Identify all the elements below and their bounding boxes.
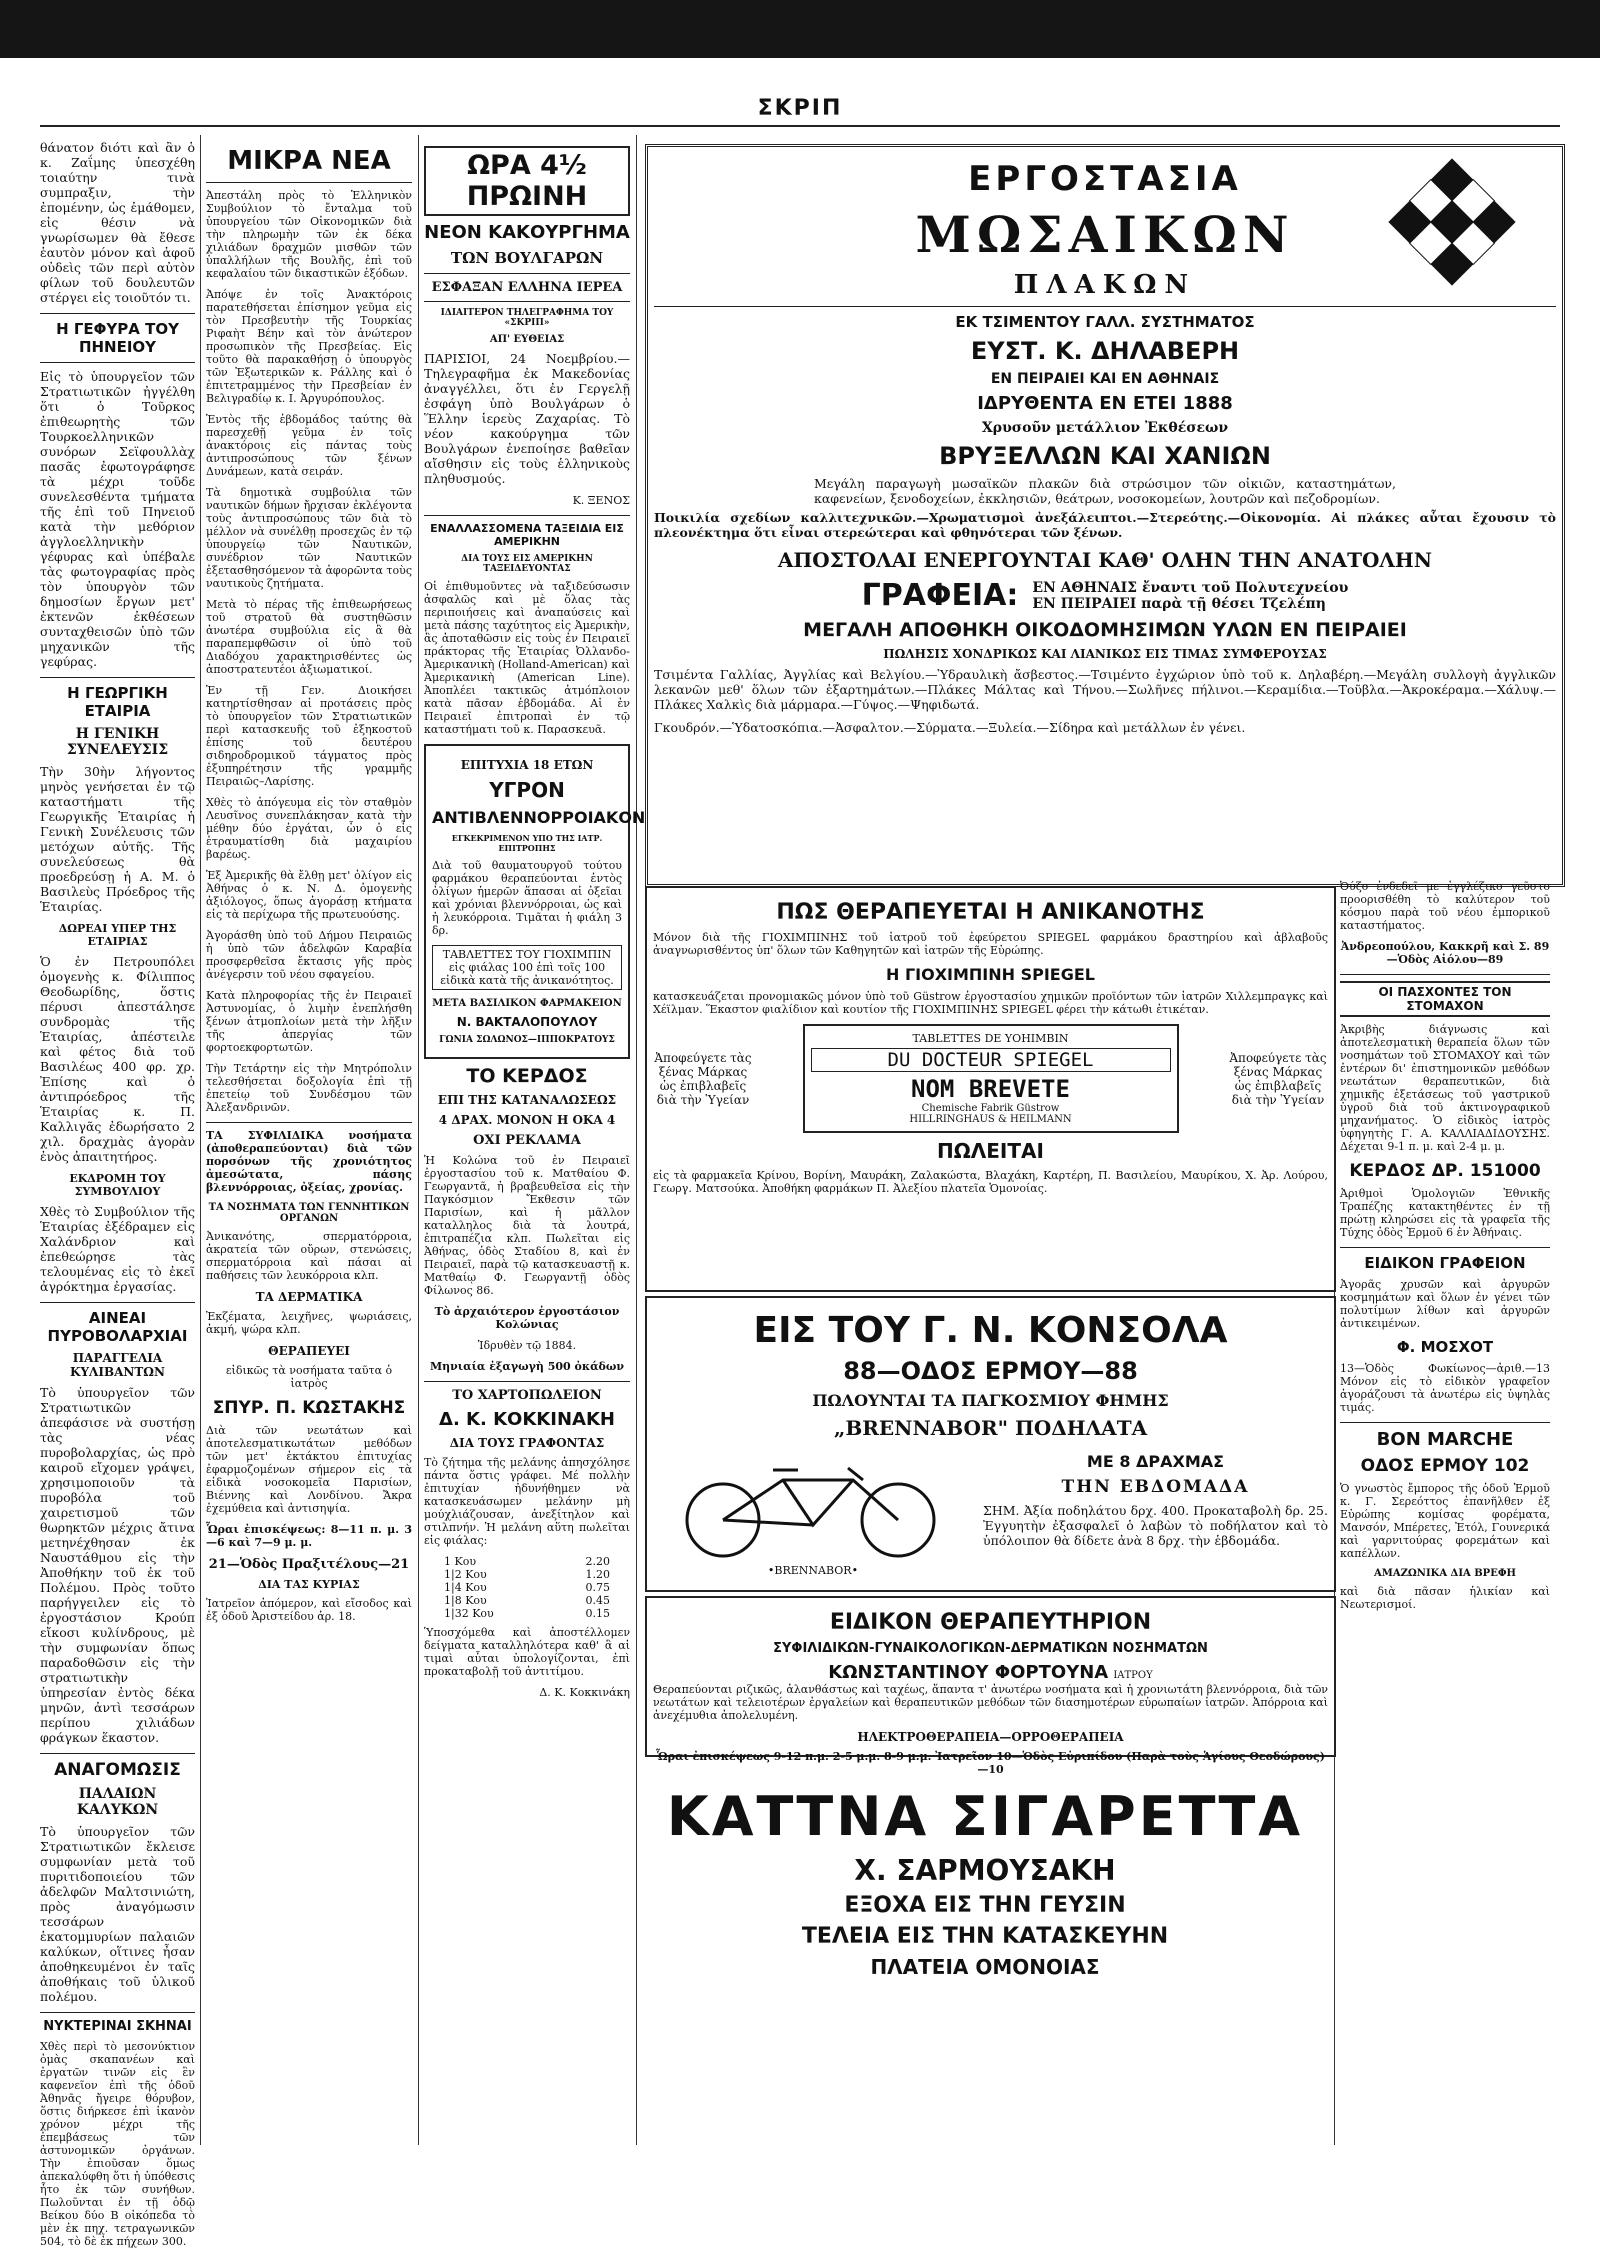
ad-mosaic-vryx: ΒΡΥΞΕΛΛΩΝ ΚΑΙ ΧΑΝΙΩΝ [939, 442, 1271, 470]
price-row: 1|32 Κου 0.15 [444, 1607, 610, 1620]
ad-mosaic-tsimento: ΕΚ ΤΣΙΜΕΝΤΟΥ ΓΑΛΛ. ΣΥΣΤΗΜΑΤΟΣ [955, 313, 1255, 331]
ad-mosaic [645, 144, 1565, 887]
divider [1340, 1422, 1550, 1423]
news-item: Ἐξ Ἀμερικῆς θὰ ἔλθῃ μετ' ὀλίγον εἰς Ἀθήνας ὁ κ. Ν. Δ. ὁμογενὴς ἀξιόλογος, ὅπως ἀγοράσῃ κτήματα εἰς τὰ περίχωρα τῆς πρωτευούσης. [206, 869, 412, 921]
ad-sigaretta-plateia: ΠΛΑΤΕΙΑ ΟΜΟΝΟΙΑΣ [870, 1955, 1100, 1979]
news-item: Κατὰ πληροφορίας τῆς ἐν Πειραιεῖ Ἀστυνομίας, ὁ λιμὴν ἐνεπλήσθη ξένων ἀτμοπλοίων μετὰ τὴν λῆξιν τῆς ἀπεργίας τῶν φορτοεκφορτωτῶν. [206, 989, 412, 1054]
ad-therapeuei-text: εἰδικῶς τὰ νοσήματα ταῦτα ὁ ἰατρὸς [225, 1364, 393, 1390]
divider [1340, 1247, 1550, 1248]
ad-therapeftirion-body: Θεραπεύονται ριζικῶς, ἀλανθάστως καὶ ταχέως, ἅπαντα τ' ἀνωτέρω νοσήματα καὶ ἡ χρονιωτάτη βλεννόρροια, διὰ τῶν νεωτάτων καὶ τελειοτέρων ἐργαλείων καὶ θεραπευτικῶν μεθόδων τῶν διασημοτέρων εὐρωπαίων ἰατρῶν. Ἀπόρροια καὶ ἀνεχέμυθια ἀπολελυμένη. [653, 1683, 1328, 1722]
ad-dermatika-heading: ΤΑ ΔΕΡΜΑΤΙΚΑ [255, 1290, 363, 1304]
ad-ygron-box [424, 744, 646, 1059]
article-intro: θάνατον διότι καὶ ἂν ὁ κ. Ζαΐμης ὑπεσχέθη τοιαύτην τινὰ συμπραξιν, τὴν ἐπομένην, ὡς ἐμάθομεν, εἰς θέσιν νὰ γνωρίσωμεν θὰ ἔθεσε ἑαυτὸν μόνον καὶ ἀφοῦ οὐδεὶς τῶν περὶ αὐτὸν φίλων τοῦ δουλευτῶν στέργει εἰς τοιοῦτόν τι. [40, 140, 195, 305]
news-item: Μετὰ τὸ πέρας τῆς ἐπιθεωρήσεως τοῦ στρατοῦ θὰ συστηθῶσιν ἀνωτέρα συμβούλια εἰς ἃ θὰ παραπεμφθῶσιν οἱ ὑπὸ τοῦ Διαδόχου χαρακτηρισθέντες ὡς ἀποστρατευτέοι ἀξιωματικοί. [206, 598, 412, 676]
ad-amazonika-text: καὶ διὰ πᾶσαν ἡλικίαν καὶ Νεωτερισμοί. [1340, 1585, 1550, 1611]
ad-ygron: ΥΓΡΟΝ [489, 778, 565, 802]
ad-anikanotis-body: κατασκευάζεται προνομιακῶς μόνον ὑπὸ τοῦ Güstrow ἐργοστασίου χημικῶν προϊόντων τῶν ἰατρῶν Χιλλεμπραγκς καὶ Χέϊλμαν. Ἕκαστον φιαλίδιον καὶ κουτίον τῆς ΓΙΟΧΙΜΠΙΝΗΣ SPIEGEL φέρει τὴν κάτωθι ἐτικέταν. [653, 990, 1328, 1016]
ad-sigaretta [645, 1755, 1325, 2135]
ad-eidikon-text: Ἀγορᾶς χρυσῶν καὶ ἀργυρῶν κοσμημάτων καὶ ὅλων ἐν γένει τῶν πολυτίμων λίθων καὶ ἀργυρῶν ἀντικειμένων. [1340, 1278, 1550, 1330]
ad-mosxot-heading: Φ. ΜΟΣΧΟΤ [1396, 1338, 1494, 1356]
ad-mosaic-body2: Ποικιλία σχεδίων καλλιτεχνικῶν.—Χρωματισμοὶ ἀνεξάλειπτοι.—Στερεότης.—Οἰκονομία. Αἱ πλάκες αὗται ἔχουσιν τὸ πλεονέκτημα ὅτι εἶναι στερεώτεραι καὶ φθηνότεραι τῶν ξένων. [654, 510, 1556, 540]
ad-konsola-body-row [653, 1446, 1328, 1577]
price-list [444, 1555, 610, 1620]
ad-syfilidika: ΤΑ ΣΥΦΙΛΙΔΙΚΑ νοσήματα (ἀποθεραπεύονται) διὰ τῶν πορσόνων τῆς χρονιότητος ἀμεσώτατα, πάσης βλεννόρροιας, ὀξείας, χρονίας. [206, 1129, 412, 1194]
subheadline-idiaiteron: ΙΔΙΑΙΤΕΡΟΝ ΤΗΛΕΓΡΑΦΗΜΑ ΤΟΥ «ΣΚΡΙΠ» [440, 308, 614, 328]
ad-kyrias-text: Ἰατρεῖον ἀπόμερον, καὶ εἴσοδος καὶ ἐξ ὁδοῦ Ἀριστείδου ἀρ. 18. [206, 1597, 412, 1623]
checker-pattern [1352, 157, 1552, 287]
ad-konsola-polountai: ΠΩΛΟΥΝΤΑΙ ΤΑ ΠΑΓΚΟΣΜΙΟΥ ΦΗΜΗΣ [812, 1391, 1169, 1410]
news-item: Τὰ δημοτικὰ συμβούλια τῶν ναυτικῶν δήμων ἤρχισαν ἐκλέγοντα τοὺς ἀντιπροσώπους τῶν διὰ τὸ μέλλον νὰ συνέλθῃ προσεχῶς ἐν τῷ ὑπουργείῳ τῶν Ναυτικῶν, συνέδριον τῶν Ναυτικῶν ἐξετασθησόμενον τὰ ἀφορῶντα τοὺς ναυτικοὺς ζητήματα. [206, 486, 412, 590]
article-genikh: Τὴν 30ὴν λήγοντος μηνὸς γενήσεται ἐν τῷ καταστήματι τῆς Γεωργικῆς Ἑταιρίας ἡ Γενικὴ Συνέλευσις τῶν μετόχων αὐτῆς. Τῆς συνελεύσεως θὰ προεδρεύσῃ ἡ Α. Μ. ὁ Βασιλεὺς Πρόεδρος τῆς Ἑταιρίας. [40, 764, 195, 914]
divider [40, 1302, 195, 1303]
ad-gonia: ΓΩΝΙΑ ΣΩΛΩΝΟΣ—ΙΠΠΟΚΡΑΤΟΥΣ [439, 1035, 615, 1045]
ad-tablettes: ΤΑΒΛΕΤΤΕΣ ΤΟΥ ΓΙΟΧΙΜΠΙΝ εἰς φιάλας 100 ἐπὶ τοῖς 100 εἰδικὰ κατὰ τῆς ἀνικανότητος. [432, 945, 622, 990]
ad-anikanotis [645, 886, 1336, 1292]
column-divider [418, 135, 419, 2145]
ad-kokkinaki: Δ. Κ. ΚΟΚΚΙΝΑΚΗ [439, 1409, 615, 1430]
ad-bon-odos: ΟΔΟΣ ΕΡΜΟΥ 102 [1360, 1456, 1530, 1476]
ad-anikanotis-left-warning: Ἀποφεύγετε τὰς ξένας Μάρκας ὡς ἐπιβλαβεῖς διὰ τὴν Ὑγείαν [654, 1050, 752, 1107]
ad-enalla-sub: ΔΙΑ ΤΟΥΣ ΕΙΣ ΑΜΕΡΙΚΗΝ ΤΑΞΕΙΔΕΥΟΝΤΑΣ [461, 554, 593, 574]
news-item: Τὴν Τετάρτην εἰς τὴν Μητρόπολιν τελεσθήσεται δοξολογία ἐπὶ τῇ ἐπετείῳ τοῦ Συνδέσμου τῶν Ἀλεξανδρινῶν. [206, 1062, 412, 1114]
ad-konsola [645, 1296, 1336, 1592]
ad-anikanotis-right-warning: Ἀποφεύγετε τὰς ξένας Μάρκας ὡς ἐπιβλαβεῖς διὰ τὴν Ὑγείαν [1229, 1050, 1327, 1107]
headline-mikra-nea: ΜΙΚΡΑ ΝΕΑ [227, 146, 391, 176]
ad-export: Μηνιαία ἐξαγωγὴ 500 ὀκάδων [430, 1360, 624, 1373]
ad-konsola-thn: ΤΗΝ ΕΒΔΟΜΑΔΑ [1061, 1477, 1250, 1497]
news-item: Ἐντὸς τῆς ἐβδομάδος ταύτης θὰ παρεσχεθῇ γεῦμα ἐν τοῖς ἀνακτόροις εἰς πάντας τοὺς ἀντιπροσώπους τῶν ξένων Δυνάμεων, κατὰ σειράν. [206, 413, 412, 478]
ad-therapeftirion-doctor: ΚΩΝΣΤΑΝΤΙΝΟΥ ΦΟΡΤΟΥΝΑ [828, 1662, 1109, 1683]
ad-amazonika-heading: ΑΜΑΖΩΝΙΚΑ ΔΙΑ ΒΡΕΦΗ [1374, 1568, 1516, 1579]
ad-pascontes-text: Ἀκριβὴς διάγνωσις καὶ ἀποτελεσματικὴ θεραπεία ὅλων τῶν νοσημάτων τοῦ ΣΤΟΜΑΧΟΥ καὶ τῶν ἐντέρων δι' ἐπιστημονικῶν μεθόδων νεωτάτων θεραπευτικῶν, διὰ χημικῆς ἐξετάσεως τοῦ γαστρικοῦ ὑγροῦ διὰ τοῦ ἀκτινογραφικοῦ μηχανήματος. Ὁ εἰδικὸς ἰατρὸς ὑφηγητὴς Γ. Α. ΚΑΛΛΙΑΔΙΔΟΥΣΗΣ. Δέχεται 9-1 π. μ. καὶ 2-4 μ. μ. [1340, 1023, 1550, 1153]
ad-konsola-heading: ΕΙΣ ΤΟΥ Γ. Ν. ΚΟΝΣΟΛΑ [753, 1310, 1228, 1351]
price-row: 1|8 Κου 0.45 [444, 1594, 610, 1607]
ad-chart-tail: Ὑποσχόμεθα καὶ ἀποστέλλομεν δείγματα καταλληλότερα καθ' ἃ αἱ τιμαὶ αὗται ὑπολογίζονται, ἐπὶ προκαταβολῇ τοῦ ἀντιτίμου. [424, 1626, 630, 1678]
ad-mosaic-body3: Τσιμέντα Γαλλίας, Ἀγγλίας καὶ Βελγίου.—Ὑδραυλικὴ ἄσβεστος.—Τσιμέντο ἐγχώριον ὑπὸ τοῦ κ. Δηλαβέρη.—Μεγάλη συλλογὴ ἀγγλικῶν λεκανῶν μεθ' ὅλων τῶν ἐξαρτημάτων.—Πλάκες Μάλτας καὶ Τήνου.—Σωλῆνες πήλινοι.—Κεραμίδια.—Τοῦβλα.—Ἀκροκέραμα.—Χάλυψ.—Πλάκες Χαλκὶς διὰ μάρμαρα.—Γύψος.—Ψηφιδωτά. [654, 667, 1556, 712]
label-line: HILLRINGHAUS & HEILMANN [909, 1114, 1072, 1125]
ad-mosaic-ergostasia: ΕΡΓΟΣΤΑΣΙΑ [968, 159, 1242, 199]
headline-nykterinai: ΝΥΚΤΕΡΙΝΑΙ ΣΚΗΝΑΙ [43, 2019, 192, 2034]
ad-epityxia: ΕΠΙΤΥΧΙΑ 18 ΕΤΩΝ [460, 758, 594, 772]
divider [206, 182, 412, 183]
ad-mosaic-apothiki: ΜΕΓΑΛΗ ΑΠΟΘΗΚΗ ΟΙΚΟΔΟΜΗΣΙΜΩΝ ΥΛΩΝ ΕΝ ΠΕΙΡΑΙΕΙ [803, 619, 1407, 641]
ad-sigaretta-heading: ΚΑΤΤΝΑ ΣΙΓΑΡΕΤΤΑ [666, 1785, 1304, 1848]
news-item: Ἀπόψε ἐν τοῖς Ἀνακτόροις παρατεθήσεται ἐπίσημον γεῦμα εἰς τὸν Πρεσβευτὴν τῆς Τουρκίας Ριφαὴτ Βέην καὶ τὸν ἀνώτερον προσωπικὸν τῆς Πρεσβείας. Εἰς τοῦτο θὰ παρακαθήσῃ ὁ ὑπουργὸς τῶν Ἐξωτερικῶν κ. Ράλλης καὶ ὁ ἐπιτετραμμένος τὴν Πρεσβείαν ἐν Βελιγραδίῳ κ. Ι. Ἀργυρόπουλος. [206, 288, 412, 405]
divider [40, 362, 195, 363]
ad-enalla-heading: ΕΝΑΛΛΑΣΣΟΜΕΝΑ ΤΑΞΕΙΔΙΑ ΕΙΣ ΑΜΕΡΙΚΗΝ [430, 522, 624, 548]
ad-konsola-bike [653, 1446, 973, 1577]
ad-konsola-body: ΣΗΜ. Ἀξία ποδηλάτου δρχ. 400. Προκαταβολὴ δρ. 25. Ἐγγυητὴν ἐξασφαλεῖ ὁ λαβὼν τὸ ποδήλατον καὶ τὸ ὑπόλοιπον θὰ δίδετε ἀνὰ 8 δρχ. τὴν ἑβδομάδα. [983, 1503, 1328, 1548]
price-row: 1 Κου 2.20 [444, 1555, 610, 1568]
ad-kerdos-sub: ΕΠΙ ΤΗΣ ΚΑΤΑΝΑΛΩΣΕΩΣ [437, 1093, 617, 1107]
divider [40, 313, 195, 314]
headline-georgiki: Η ΓΕΩΡΓΙΚΗ ΕΤΑΙΡΙΑ [67, 684, 168, 720]
subheadline-esfaxan: ΕΣΦΑΞΑΝ ΕΛΛΗΝΑ ΙΕΡΕΑ [431, 280, 623, 295]
label-line: Chemische Fabrik Güstrow [921, 1103, 1060, 1114]
headline-gefyra: Η ΓΕΦΥΡΑ ΤΟΥ ΠΗΝΕΙΟΥ [56, 320, 179, 356]
news-item: Ἀπεστάλη πρὸς τὸ Ἑλληνικὸν Συμβούλιον τὸ ἔνταλμα τοῦ ὑπουργείου τῶν Οἰκονομικῶν διὰ τὴν πληρωμὴν τῶν ἐκ δέκα χιλιάδων δραχμῶν μισθῶν τῶν ὑπαλλήλων τῆς Βουλῆς, ἐπὶ τοῦ κεφαλαίου τῶν δικαστικῶν ἐξόδων. [206, 189, 412, 280]
divider [206, 1122, 412, 1123]
article-nykterinai: Χθὲς περὶ τὸ μεσονύκτιον ὁμὰς σκαπανέων καὶ ἐργατῶν τινῶν εἰς ἓν καφενεῖον ἐπὶ τῆς ὁδοῦ Ἀθηνᾶς ἤγειρε θόρυβον, ὅστις διήρκεσε ἐπὶ ἱκανὸν χρόνον μέχρι τῆς ἐπεμβάσεως τῶν ἀστυνομικῶν ὀργάνων. Τὴν ἐπιοῦσαν ὅμως ἀπεκαλύφθη ὅτι ἡ ὑπόθεσις ἦτο ἐκ τῶν συνήθων. Πωλοῦνται ἐν τῇ ὁδῷ Βείκου δύο Β οἰκόπεδα τὸ μὲν ἐκ πηχ. τετραγωνικῶν 504, τὸ δὲ ἐκ πήχεων 300. [40, 2040, 195, 2248]
ad-anikanotis-giox: Η ΓΙΟΧΙΜΠΙΝΗ SPIEGEL [885, 965, 1095, 984]
ad-kyrias-heading: ΔΙΑ ΤΑΣ ΚΥΡΙΑΣ [258, 1578, 360, 1591]
ad-anikanotis-poleitai: ΠΩΛΕΙΤΑΙ [937, 1139, 1044, 1163]
divider [424, 273, 630, 274]
column-divider [200, 135, 201, 2145]
ad-idrythen: Ἱδρυθὲν τῷ 1884. [477, 1339, 577, 1352]
ad-grafontas: ΔΙΑ ΤΟΥΣ ΓΡΑΦΟΝΤΑΣ [449, 1436, 605, 1450]
divider [424, 301, 630, 302]
ad-therapeftirion-hours: Ὧραι ἐπισκέψεως 9-12 π.μ. 2-5 μ.μ. 8-9 μ.μ. Ἰατρεῖον 10—Ὁδὸς Εὐριπίδου (Παρὰ τοὺς Ἁγίους Θεοδώρους)—10 [656, 1750, 1325, 1776]
ad-anikanotis-label-row [653, 1024, 1328, 1133]
page-masthead: ΣΚΡΙΠ [757, 96, 843, 121]
ad-mosaic-en: ΕΝ ΠΕΙΡΑΙΕΙ ΚΑΙ ΕΝ ΑΘΗΝΑΙΣ [990, 371, 1220, 387]
ad-konsola-brennabor: „BRENNABOR" ΠΟΔΗΛΑΤΑ [833, 1416, 1148, 1440]
label-line: DU DOCTEUR SPIEGEL [811, 1048, 1171, 1072]
ad-mosaic-mosaikon: ΜΩΣΑΙΚΩΝ [915, 205, 1295, 264]
column-1 [40, 140, 195, 2248]
ad-mosaic-grafeia-row [654, 578, 1556, 613]
ad-sigaretta-name: Χ. ΣΑΡΜΟΥΣΑΚΗ [854, 1854, 1116, 1887]
column-6 [1340, 880, 1550, 2140]
subheadline-paraggelia: ΠΑΡΑΓΓΕΛΙΑ ΚΥΛΙΒΑΝΤΩΝ [70, 1351, 165, 1379]
bicycle-icon [663, 1450, 963, 1560]
subheadline-voulgaron: ΤΩΝ ΒΟΥΛΓΑΡΩΝ [450, 249, 604, 267]
article-signature: Κ. ΞΕΝΟΣ [572, 494, 630, 507]
ad-therapeftirion-heading: ΕΙΔΙΚΟΝ ΘΕΡΑΠΕΥΤΗΡΙΟΝ [829, 1610, 1152, 1635]
ad-mosaic-grafeia: ΓΡΑΦΕΙΑ: [861, 578, 1019, 613]
ad-anikanotis-label [803, 1024, 1179, 1133]
ad-therapeftirion-sub: ΣΥΦΙΛΙΔΙΚΩΝ-ΓΥΝΑΙΚΟΛΟΓΙΚΩΝ-ΔΕΡΜΑΤΙΚΩΝ ΝΟΣΗΜΑΤΩΝ [773, 1641, 1208, 1656]
ad-mosaic-apostolai: ΑΠΟΣΤΟΛΑΙ ΕΝΕΡΓΟΥΝΤΑΙ ΚΑΘ' ΟΛΗΝ ΤΗΝ ΑΝΑΤΟΛΗΝ [777, 548, 1433, 572]
ad-bon-heading: BON MARCHE [1376, 1429, 1514, 1450]
news-item: Ἐν τῇ Γεν. Διοικήσει κατηρτίσθησαν αἱ προτάσεις πρὸς τὸ ὑπουργεῖον τῶν Στρατιωτικῶν περὶ κατασκευῆς τοῦ ἐξηκοστοῦ ἐπίσης τοῦ δευτέρου σιδηροδρομικοῦ τάγματος πρὸς ἐξυπηρέτησιν τῆς γραμμῆς Πειραιῶς–Λαρίσης. [206, 684, 412, 788]
ad-mosaic-body1: Μεγάλη παραγωγὴ μωσαϊκῶν πλακῶν διὰ στρώσιμον τῶν οἰκιῶν, καταστημάτων, καφενείων, ξενοδοχείων, ἐκκλησιῶν, θεάτρων, νοσοκομείων, λουτρῶν καὶ πεζοδρομίων. [814, 476, 1396, 506]
column-divider [636, 135, 637, 2145]
ad-mosaic-grafeia-addr [1032, 580, 1348, 612]
ad-kerdos-oxi: ΟΧΙ ΡΕΚΛΑΜΑ [473, 1133, 581, 1148]
ad-anikanotis-intro: Μόνον διὰ τῆς ΓΙΟΧΙΜΠΙΝΗΣ τοῦ ἰατροῦ τοῦ ἐφεύρετου SPIEGEL φαρμάκου δραστηρίου καὶ ἀβλαβοῦς ἀναγνωρισθέντος ὑπ' ὅλων τῶν Καθηγητῶν καὶ ἰατρῶν τῆς Εὐρώπης. [653, 931, 1328, 957]
ad-eidikon-heading: ΕΙΔΙΚΟΝ ΓΡΑΦΕΙΟΝ [1364, 1254, 1526, 1272]
headline-neon: ΝΕΟΝ ΚΑΚΟΥΡΓΗΜΑ [424, 222, 630, 243]
ad-ygron-text: Διὰ τοῦ θαυματουργοῦ τούτου φαρμάκου θεραπεύονται ἐντὸς ὀλίγων ἡμερῶν ἅπασαι αἱ ὀξεῖαι καὶ χρόνιαι βλεννόρροιαι, ὡς καὶ ἡ λευκόρροια. Τιμᾶται ἡ φιάλη 3 δρ. [432, 859, 622, 937]
ad-therapeftirion-doctor-row [653, 1662, 1328, 1683]
ad-mosaic-poleis: ΠΩΛΗΣΙΣ ΧΟΝΔΡΙΚΩΣ ΚΑΙ ΛΙΑΝΙΚΩΣ ΕΙΣ ΤΙΜΑΣ ΣΥΜΦΕΡΟΥΣΑΣ [883, 647, 1327, 661]
article-gefyra: Εἰς τὸ ὑπουργεῖον τῶν Στρατιωτικῶν ἠγγέλθη ὅτι ὁ Τοῦρκος ἐπιθεωρητὴς τῶν Τουρκοελληνικῶν συνόρων Σεϊφουλλὰχ πασᾶς ἐφωτογράφησε τὰ μέχρι τοῦδε συνελεσθέντα τμήματα τῆς ἐπὶ τοῦ Πηνειοῦ κατὰ τὴν μεθόριον ἀγγλοελληνικὴν γέφυρας καὶ ὑπέβαλε τὰς φωτογραφίας πρὸς τὸν ὑπουργὸν τῶν δημοσίων ἔργων μετ' ἐκτενῶν ἐκθέσεων συνταχθεισῶν ὑπὸ τῶν μηχανικῶν τῆς γεφύρας. [40, 369, 195, 669]
subheadline-dorea: ΔΩΡΕΑΙ ΥΠΕΡ ΤΗΣ ΕΤΑΙΡΙΑΣ [58, 922, 177, 948]
price-row: 1|4 Κου 0.75 [444, 1581, 610, 1594]
divider [424, 1381, 630, 1382]
ad-ouzo: Ὀύζο ἐνδεδεῖ με ἐγγλέζικο γεῦστο προορισθέθη τὸ καλύτερον τοῦ κόσμου παρὰ τοῦ νέου ἐμπορικοῦ καταστήματος. [1340, 880, 1550, 932]
ad-konsola-address: 88—ΟΔΟΣ ΕΡΜΟΥ—88 [843, 1357, 1138, 1385]
subheadline-genikh: Η ΓΕΝΙΚΗ ΣΥΝΕΛΕΥΣΙΣ [66, 726, 169, 758]
ad-mosaic-grafeia-pir: ΕΝ ΠΕΙΡΑΙΕΙ παρὰ τῇ θέσει Τζελέπη [1032, 595, 1326, 612]
ad-mosaic-plakon: ΠΛΑΚΩΝ [1013, 270, 1197, 300]
ad-kerdos-price: 4 ΔΡΑΧ. ΜΟΝΟΝ Η ΟΚΑ 4 [438, 1113, 616, 1127]
divider [40, 2012, 195, 2013]
subheadline-ekdromh: ΕΚΔΡΟΜΗ ΤΟΥ ΣΥΜΒΟΥΛΙΟΥ [69, 1172, 166, 1198]
ad-nosimata-text: Ἀνικανότης, σπερματόρροια, ἀκρατεία τῶν οὔρων, στενώσεις, σπερματόρροια καὶ πάσαι αἱ παθήσεις τῶν λευκόρροια κλπ. [206, 1230, 412, 1282]
ad-mosaic-iar: ΙΔΡΥΘΕΝΤΑ ΕΝ ΕΤΕΙ 1888 [977, 393, 1233, 414]
ad-sigaretta-exoxa: ΕΞΟΧΑ ΕΙΣ ΤΗΝ ΓΕΥΣΙΝ [844, 1893, 1126, 1918]
ad-mosxot-text: 13—Ὁδὸς Φωκίωνος—ἀριθ.—13 Μόνον εἰς τὸ εἰδικὸν γραφεῖον ἀγοράζουσι τὰ ἀνωτέρω εἰς ὑψηλὰς τιμάς. [1340, 1362, 1550, 1414]
subheadline-palaion: ΠΑΛΑΙΩΝ ΚΑΛΥΚΩΝ [76, 1786, 159, 1818]
ad-enalla-text: Οἱ ἐπιθυμοῦντες νὰ ταξιδεύσωσιν ἀσφαλῶς καὶ μὲ ὅλας τὰς περιποιήσεις καὶ ἀναπαύσεις καὶ μετὰ πάσης ταχύτητος εἰς Ἀμερικὴν, ἂς ἀποταθῶσιν εἰς τοὺς ἐν Πειραιεῖ πράκτορας τῆς Ἑταιρίας Ὀλλανδο-Ἀμερικανικὴ (Holland-American) καὶ Ἀμερικανικὴ (American Line). Ἀποπλέει τακτικῶς ἀτμόπλοιον κατὰ πᾶσαν ἑβδομάδα. Αἱ ἐν Πειραιεῖ ἐπιτροπαὶ ἐν τῷ καταστήματι τοῦ κ. Παρασκευᾶ. [424, 580, 630, 736]
ad-therapeftirion-iatros: ΙΑΤΡΟΥ [1113, 1670, 1153, 1681]
headline-anagomosis: ΑΝΑΓΟΜΩΣΙΣ [54, 1760, 181, 1780]
article-telegram: ΠΑΡΙΣΙΟΙ, 24 Νοεμβρίου.— Τηλεγραφῆμα ἐκ Μακεδονίας ἀναγγέλλει, ὅτι ἐν Γεργελῇ ἐσφάγη ὑπὸ Βουλγάρων ὁ Ἕλλην ἱερεὺς Ζαχαρίας. Τὸ νέον κακούργημα τῶν Βουλγάρων ἐνεποίησε βαθεῖαν αἴσθησιν εἰς τοὺς ἑλληνικοὺς πληθυσμούς. [424, 351, 630, 486]
ad-mosaic-body4: Γκουδρόν.—Ὑδατοσκόπια.—Ἀσφαλτον.—Σύρματα.—Ξυλεία.—Σίδηρα καὶ μετάλλων ἐν γένει. [654, 720, 1246, 735]
ad-anikanotis-heading: ΠΩΣ ΘΕΡΑΠΕΥΕΤΑΙ Η ΑΝΙΚΑΝΟΤΗΣ [776, 900, 1205, 925]
news-item: Χθὲς τὸ ἀπόγευμα εἰς τὸν σταθμὸν Λευσῖνος συνεπλάκησαν κατὰ τὴν μέθην δύο ἐργάται, ὧν ὁ εἷς ἐτραυματίσθη διὰ μαχαιρίου βαρέως. [206, 796, 412, 861]
news-item: Ἀγοράσθη ὑπὸ τοῦ Δήμου Πειραιῶς ἡ ὑπὸ τῶν ἀδελφῶν Καραβία προσφερθεῖσα ἔκτασις γῆς πρὸς ἀνέγερσιν τοῦ νέου σφαγείου. [206, 929, 412, 981]
ad-konsola-bike-label: •BRENNABOR• [767, 1564, 859, 1577]
label-line: TABLETTES DE YOHIMBIN [912, 1032, 1069, 1045]
subheadline-ap: ΑΠ' ΕΥΘΕΙΑΣ [489, 334, 565, 345]
ad-chartopoleion: ΤΟ ΧΑΡΤΟΠΩΛΕΙΟΝ [452, 1388, 602, 1403]
divider [424, 515, 630, 516]
masthead-rule [40, 125, 1560, 127]
ad-sigaretta-teleia: ΤΕΛΕΙΑ ΕΙΣ ΤΗΝ ΚΑΤΑΣΚΕΥΗΝ [801, 1924, 1169, 1949]
ad-kokkinaki-sign: Δ. Κ. Κοκκινάκη [539, 1686, 630, 1699]
ad-archaioteron: Τὸ ἀρχαιότερον ἐργοστάσιον Κολώνιας [434, 1305, 620, 1331]
ad-bon-text: Ὁ γνωστὸς ἔμπορος τῆς ὁδοῦ Ἑρμοῦ κ. Γ. Σερεόττος ἐπανῆλθεν ἐξ Εὐρώπης κομίσας φορέματα, Μανσόν, Μπέρετες, Ἐτόλ, Γουνερικά καὶ γαρνιτούρας φορεμάτων καὶ καπέλλων. [1340, 1482, 1550, 1560]
ad-kostakis-hours: Ὧραι ἐπισκέψεως: 8—11 π. μ. 3—6 καὶ 7—9 μ. μ. [206, 1523, 412, 1549]
ad-kerdos-heading: ΤΟ ΚΕΡΔΟΣ [466, 1065, 588, 1087]
ad-anikanotis-poleitai-text: εἰς τὰ φαρμακεῖα Κρίνου, Βορίνη, Μαυράκη, Ζαλακώστα, Βλαχάκη, Καρτέρη, Π. Βασιλείου, Μαυρίκου, Χ. Ἀρ. Λούρου, Γεωργ. Ματσούκα. Ἀποθήκη φαρμάκων Π. Ἀλεξίου πλατεῖα Ὁμονοίας. [653, 1169, 1328, 1195]
divider [1340, 974, 1550, 975]
headline-ainei: ΑΙΝΕΑΙ ΠΥΡΟΒΟΛΑΡΧΙΑΙ [47, 1309, 188, 1345]
ad-antiblen: ΑΝΤΙΒΛΕΝΝΟΡΡΟΙΑΚΟΝ [432, 808, 646, 827]
ad-therapeftirion [645, 1596, 1336, 1776]
ad-chartopoleion-text: Τὸ ζήτημα τῆς μελάνης ἀπησχόλησε πάντα ὅστις γράφει. Μέ πολλὴν ἐπιτυχίαν ἠδυνήθημεν νὰ κατασκευάσωμεν μελάνην μὴ μούχλιάζουσαν, ἀνεξίτηλον καὶ στιλπνήν. Ἡ μελάνη αὕτη πωλεῖται εἰς φιάλας: [424, 1456, 630, 1547]
ad-meta: ΜΕΤΑ ΒΑΣΙΛΙΚΟΝ ΦΑΡΜΑΚΕΙΟΝ [432, 998, 622, 1009]
ad-dermatika-text: Ἐκζέματα, λειχῆνες, ψωριάσεις, ἀκμή, ψώρα κλπ. [206, 1310, 412, 1336]
ad-nosimata-heading: ΤΑ ΝΟΣΗΜΑΤΑ ΤΩΝ ΓΕΝΝΗΤΙΚΩΝ ΟΡΓΑΝΩΝ [208, 1202, 410, 1224]
column-2 [206, 140, 412, 2150]
top-dark-band [0, 0, 1600, 58]
ad-egkek: ΕΓΚΕΚΡΙΜΕΝΟΝ ΥΠΟ ΤΗΣ ΙΑΤΡ. ΕΠΙΤΡΟΠΗΣ [451, 833, 603, 853]
ad-mosaic-dilaveri: ΕΥΣΤ. Κ. ΔΗΛΑΒΕΡΗ [970, 337, 1240, 365]
ad-kerdos-text: Ἀριθμοὶ Ὁμολογιῶν Ἐθνικῆς Τραπέζης κατακτηθέντες ἐν τῇ πρώτῃ κληρώσει εἰς τὰ γραφεῖα τῆς Τύχης ὁδὸς Ἑρμοῦ 6 ἐν Ἀθήναις. [1340, 1187, 1550, 1239]
column-3 [424, 140, 646, 2150]
ad-konsola-me8: ΜΕ 8 ΔΡΑΧΜΑΣ [1086, 1452, 1225, 1471]
ad-therapeftirion-ilektro: ΗΛΕΚΤΡΟΘΕΡΑΠΕΙΑ—ΟΡΡΟΘΕΡΑΠΕΙΑ [857, 1730, 1124, 1744]
ad-kostakis-address: 21—Ὁδὸς Πραξιτέλους—21 [208, 1557, 410, 1572]
ad-vakta: Ν. ΒΑΚΤΑΛΟΠΟΥΛΟΥ [456, 1015, 598, 1029]
article-anagomosis: Τὸ ὑπουργεῖον τῶν Στρατιωτικῶν ἔκλεισε συμφωνίαν μετὰ τοῦ πυριτιδοποιείου τῶν ἀδελφῶν Μαλτσινιώτη, πρὸς ἀναγόμωσιν τεσσάρων ἑκατομμυρίων παλαιῶν καλύκων, οἵτινες ἦσαν ἀποθηκευμένοι ἐν ταῖς ἀποθήκαις τοῦ ὑλικοῦ πολέμου. [40, 1824, 195, 2004]
article-dorea: Ὁ ἐν Πετρουπόλει ὁμογενὴς κ. Φίλιππος Θεοδωρίδης, ὅστις πέρυσι ἀπεστάλησε συνδρομὰς τῆς Ἑταιρίας, ἀπέστειλε καὶ φέτος διὰ τοῦ Βασιλέως 400 φρ. χρ. Ἐπίσης καὶ ὁ ἀντιπρόεδρος τῆς Ἑταιρίας κ. Π. Καλλιγᾶς ἐδωρήσατο 2 χιλ. δραχμὰς ἀγορὰν ἐνὸς ἀπαιτητήρος. [40, 954, 195, 1164]
divider [654, 306, 1556, 307]
price-row: 1|2 Κου 1.20 [444, 1568, 610, 1581]
ad-mosaic-grafeia-ath: ΕΝ ΑΘΗΝΑΙΣ ἔναντι τοῦ Πολυτεχνείου [1032, 579, 1349, 596]
divider [40, 1753, 195, 1754]
label-line: NOM BREVETE [911, 1075, 1070, 1103]
ad-kerdos-heading: ΚΕΡΔΟΣ ΔΡ. 151000 [1349, 1161, 1541, 1181]
ad-ouzo-sign: Ἀνδρεοπούλου, Κακκρῆ καὶ Σ. 89—Ὁδὸς Αἰόλου—89 [1340, 940, 1550, 966]
ad-therapeuei-heading: ΘΕΡΑΠΕΥΕΙ [268, 1344, 350, 1358]
ad-mosaic-chrysoun: Χρυσοῦν μετάλλιον Ἐκθέσεων [981, 420, 1229, 436]
divider [40, 677, 195, 678]
ad-pascontes-heading: ΟΙ ΠΑΣΧΟΝΤΕΣ ΤΟΝ ΣΤΟΜΑΧΟΝ [1340, 981, 1550, 1017]
article-ekdromh: Χθὲς τὸ Συμβούλιον τῆς Ἑταιρίας ἐξέδραμεν εἰς Χαλάνδριον καὶ ἐπεθεώρησε τὰς τελουμένας εἰς τὸ ἐκεῖ ἀγρόκτημα ἐργασίας. [40, 1204, 195, 1294]
ad-kostakis-name: ΣΠΥΡ. Π. ΚΩΣΤΑΚΗΣ [212, 1398, 406, 1418]
article-paraggelia: Τὸ ὑπουργεῖον τῶν Στρατιωτικῶν ἀπεφάσισε νὰ συστήσῃ τὰς νέας πυροβολαρχίας, ὡς πρὸ καιροῦ εἴχομεν γράψει, χρησιμοποιοῦν τὰ πυροβόλα τοῦ χαιρετισμοῦ τῶν θωρηκτῶν μέχρις ἄτινα μετηνέχθησαν ἐκ Ναυστάθμου εἰς τὴν Ἀποθήκην τοῦ ἐκ τοῦ Πολέμου. Πρὸς τοῦτο παρήγγειλεν εἰς τὸ ἐργοστάσιον Κρούπ εἴκοσι κυλίνδρους, μὲ τὴν συμφωνίαν ὅπως παραδοθῶσιν εἰς τὴν στρατιωτικὴν ὑπηρεσίαν ἐντὸς δέκα μηνῶν, ἀντὶ τεσσάρων περίπου χιλιάδων φράγκων ἕκαστον. [40, 1385, 195, 1745]
ad-konsola-text [973, 1446, 1328, 1577]
ad-kostakis-text: Διὰ τῶν νεωτάτων καὶ ἀποτελεσματικωτάτων μεθόδων τῶν μετ' ἐκτάκτου ἐπιτυχίας ἐφαρμοζομένων σήμερον εἰς τὰ εἰδικὰ νοσοκομεῖα Παρισίων, Βιέννης καὶ Λονδίνου. Ἄκρα ἐχεμύθεια καὶ ἀντισηψία. [206, 1424, 412, 1515]
ad-kerdos-text: Ἡ Κολώνα τοῦ ἐν Πειραιεῖ ἐργοστασίου τοῦ κ. Ματθαίου Φ. Γεωργαντᾶ, ἡ βραβευθεῖσα εἰς τὴν Παγκόσμιον Ἔκθεσιν τῶν Παρισίων, καὶ ἡ μᾶλλον καταλληλος διὰ τὰ λουτρά, ἐπιτραπέζια κλπ. Πωλεῖται εἰς Ἀθήνας, ὁδὸς Σταδίου 8, καὶ ἐν Πειραιεῖ, παρὰ τῷ κατασκευαστῇ κ. Ματθαίῳ Φ. Γεωργαντῇ ὁδὸς Φίλωνος 86. [424, 1154, 630, 1297]
headline-ora: ΩΡΑ 4½ ΠΡΩΙΝΗ [424, 146, 630, 216]
